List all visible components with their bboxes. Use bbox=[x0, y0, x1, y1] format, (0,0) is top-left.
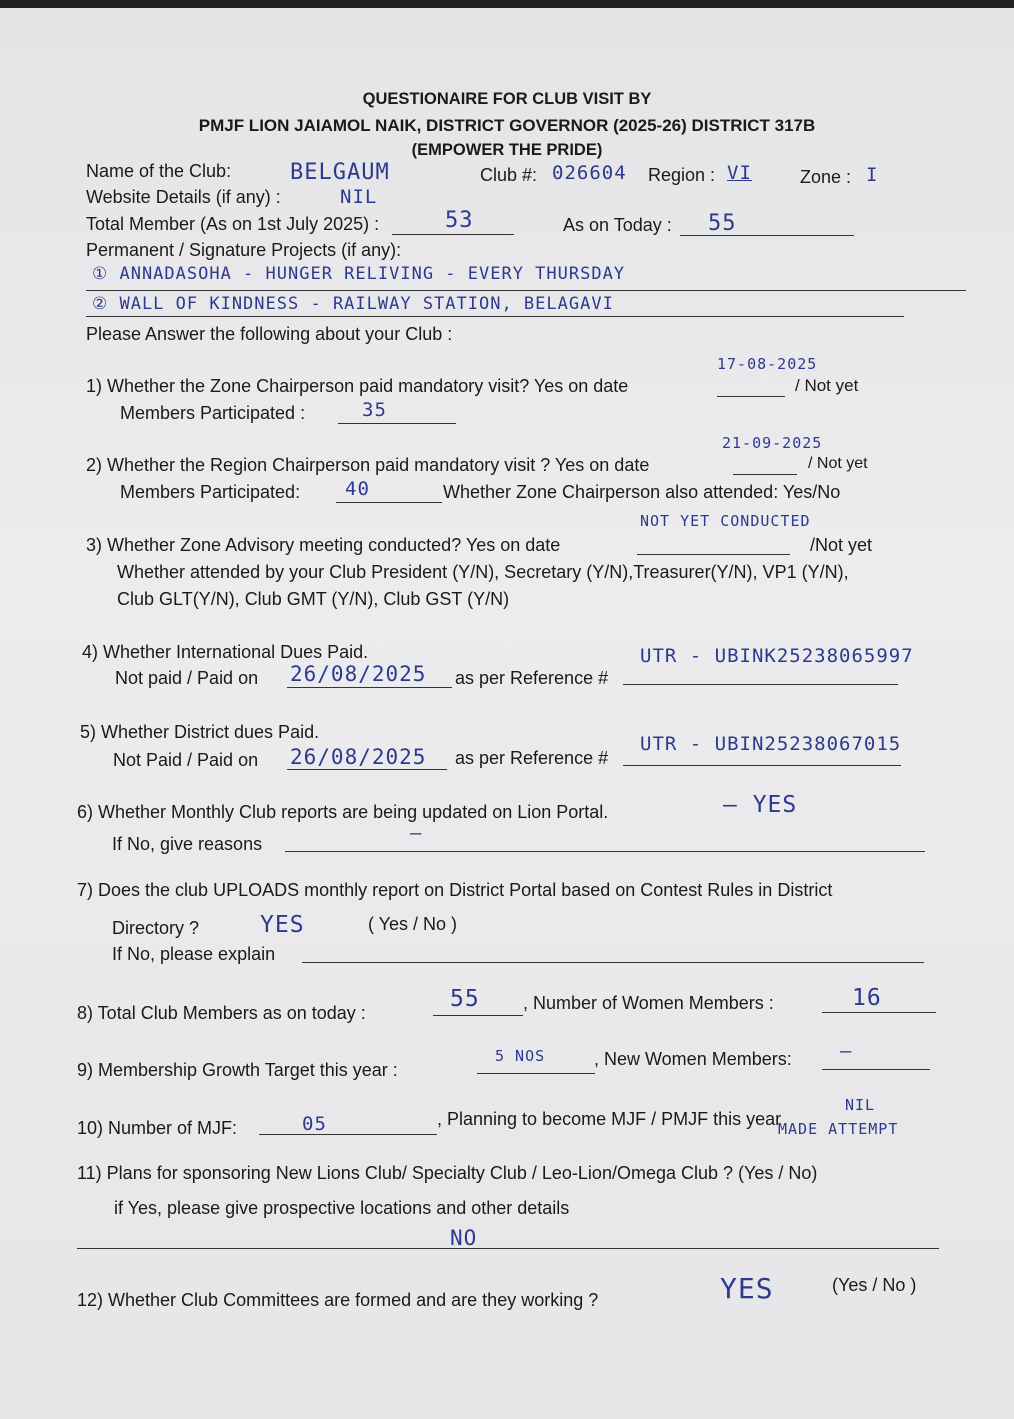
q10-plan: NIL bbox=[845, 1096, 876, 1114]
project-2: ② WALL OF KINDNESS - RAILWAY STATION, BELAGAVI bbox=[92, 294, 614, 314]
q3-attendance: Whether attended by your Club President (Y/N), Secretary (Y/N),Treasurer(Y/N), VP1 (Y/N), bbox=[117, 562, 849, 582]
zone-label: Zone : bbox=[800, 167, 852, 187]
q7-text-2: Directory ? bbox=[112, 918, 200, 938]
q10-text: 10) Number of MJF: bbox=[77, 1118, 238, 1138]
q3-answer: NOT YET CONDUCTED bbox=[640, 512, 811, 530]
q8-women-label: , Number of Women Members : bbox=[523, 993, 774, 1013]
total-member-label: Total Member (As on 1st July 2025) : bbox=[86, 214, 380, 234]
q11-answer: NO bbox=[450, 1226, 478, 1250]
q2-members: 40 bbox=[345, 478, 370, 500]
q1-members-label: Members Participated : bbox=[120, 403, 306, 423]
q12-text: 12) Whether Club Committees are formed and are they working ? bbox=[77, 1290, 599, 1310]
q9-women-label: , New Women Members: bbox=[594, 1049, 792, 1069]
q1-members: 35 bbox=[362, 399, 387, 421]
projects-label: Permanent / Signature Projects (if any): bbox=[86, 240, 402, 260]
club-no-label: Club #: bbox=[480, 165, 538, 185]
q4-text: 4) Whether International Dues Paid. bbox=[82, 642, 369, 662]
today-value: 55 bbox=[708, 211, 737, 236]
q7-explain-label: If No, please explain bbox=[112, 944, 276, 964]
q4-date: 26/08/2025 bbox=[290, 662, 427, 686]
project-1: ① ANNADASOHA - HUNGER RELIVING - EVERY THURSDAY bbox=[92, 264, 626, 284]
q3-attendance-2: Club GLT(Y/N), Club GMT (Y/N), Club GST (Y/N) bbox=[117, 589, 510, 609]
club-name-value: BELGAUM bbox=[290, 160, 390, 185]
region-label: Region : bbox=[648, 165, 716, 185]
q9-text: 9) Membership Growth Target this year : bbox=[77, 1060, 398, 1080]
q7-answer: YES bbox=[260, 912, 305, 938]
website-label: Website Details (if any) : bbox=[86, 187, 281, 207]
q7-text: 7) Does the club UPLOADS monthly report on District Portal based on Contest Rules in District bbox=[77, 880, 833, 900]
form-subtitle: PMJF LION JAIAMOL NAIK, DISTRICT GOVERNOR (2025-26) DISTRICT 317B bbox=[198, 116, 816, 135]
q2-date: 21-09-2025 bbox=[722, 434, 823, 452]
q1-text: 1) Whether the Zone Chairperson paid mandatory visit? Yes on date bbox=[86, 376, 629, 396]
q4-ref-label: as per Reference # bbox=[455, 668, 609, 688]
photo-edge bbox=[0, 0, 1014, 8]
region-value: VI bbox=[727, 162, 752, 184]
q6-text: 6) Whether Monthly Club reports are being updated on Lion Portal. bbox=[77, 802, 609, 822]
q1-date: 17-08-2025 bbox=[717, 355, 818, 373]
q7-options: ( Yes / No ) bbox=[368, 914, 458, 934]
q10-mjf: 05 bbox=[302, 1113, 327, 1135]
q5-text: 5) Whether District dues Paid. bbox=[80, 722, 320, 742]
q3-not-yet: /Not yet bbox=[810, 535, 873, 555]
form-title: QUESTIONAIRE FOR CLUB VISIT BY bbox=[362, 90, 652, 108]
q6-reason: — bbox=[410, 822, 423, 844]
q8-total: 55 bbox=[450, 986, 480, 1012]
q9-women: — bbox=[840, 1040, 853, 1062]
q1-not-yet: / Not yet bbox=[795, 376, 859, 395]
q5-date: 26/08/2025 bbox=[290, 745, 427, 769]
q5-ref-label: as per Reference # bbox=[455, 748, 609, 768]
q5-reference: UTR - UBIN25238067015 bbox=[640, 733, 902, 755]
q2-zone-attended: Whether Zone Chairperson also attended: Yes/No bbox=[443, 482, 841, 502]
q12-answer: YES bbox=[720, 1272, 774, 1305]
q5-paid-label: Not Paid / Paid on bbox=[113, 750, 259, 770]
q2-members-label: Members Participated: bbox=[120, 482, 301, 502]
q11-text-2: if Yes, please give prospective locations and other details bbox=[114, 1198, 570, 1218]
q10-plan-label: , Planning to become MJF / PMJF this year bbox=[437, 1109, 782, 1129]
q9-target: 5 NOS bbox=[495, 1047, 546, 1065]
q2-text: 2) Whether the Region Chairperson paid mandatory visit ? Yes on date bbox=[86, 455, 650, 475]
q6-answer: — YES bbox=[723, 792, 798, 818]
q8-text: 8) Total Club Members as on today : bbox=[77, 1003, 366, 1023]
club-no-value: 026604 bbox=[552, 162, 627, 184]
total-member-value: 53 bbox=[445, 208, 474, 233]
today-label: As on Today : bbox=[563, 215, 672, 235]
q4-paid-label: Not paid / Paid on bbox=[115, 668, 259, 688]
q4-reference: UTR - UBINK25238065997 bbox=[640, 645, 914, 667]
q2-not-yet: / Not yet bbox=[808, 455, 868, 472]
intro-text: Please Answer the following about your Club : bbox=[86, 324, 453, 344]
zone-value: I bbox=[866, 164, 879, 186]
q3-text: 3) Whether Zone Advisory meeting conducted? Yes on date bbox=[86, 535, 561, 555]
q8-women: 16 bbox=[852, 985, 882, 1011]
q10-plan-note: MADE ATTEMPT bbox=[778, 1120, 899, 1138]
club-name-label: Name of the Club: bbox=[86, 161, 232, 181]
q6-reason-label: If No, give reasons bbox=[112, 834, 263, 854]
website-value: NIL bbox=[340, 186, 378, 208]
q11-text: 11) Plans for sponsoring New Lions Club/ Specialty Club / Leo-Lion/Omega Club ? (Yes / No) bbox=[77, 1163, 818, 1183]
q12-options: (Yes / No ) bbox=[832, 1275, 917, 1295]
form-tagline: (EMPOWER THE PRIDE) bbox=[411, 141, 603, 159]
